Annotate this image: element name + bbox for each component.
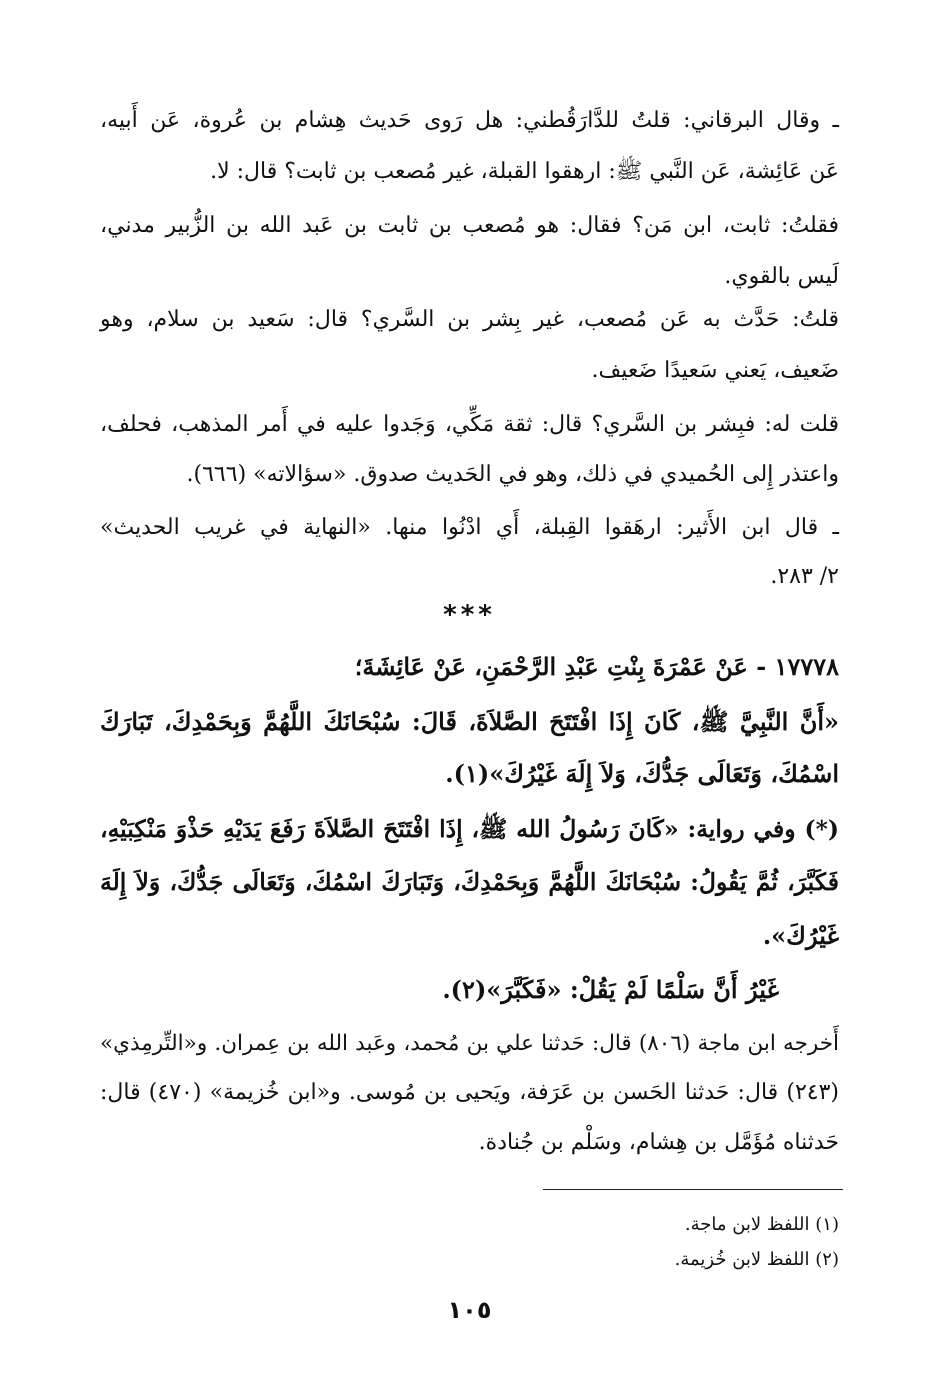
text-line: ٢/ ٢٨٣. — [770, 564, 839, 589]
text-line: ـ وقال البرقاني: قلتُ للدَّارَقُطني: هل رَوى حَديث هِشام بن عُروة، عَن أَبيه، — [100, 108, 839, 133]
hadith-line: «أَنَّ النَّبِيَّ ﷺ، كَانَ إِذَا افْتَتَحَ الصَّلاَةَ، قَالَ: سُبْحَانَكَ اللَّهُمَّ وَبِحَمْدِكَ، تَبَارَكَ — [100, 707, 839, 736]
page-number: ١٠٥ — [447, 1296, 492, 1324]
hadith-line: فَكَبَّرَ، ثُمَّ يَقُولُ: سُبْحَانَكَ اللَّهُمَّ وَبِحَمْدِكَ، وَتَبَارَكَ اسْمُكَ، وَتَعَالَى جَدُّكَ، وَلاَ إِلَهَ — [100, 868, 839, 896]
footnote: (١) اللفظ لابن ماجة. — [684, 1214, 839, 1235]
footnote: (٢) اللفظ لابن خُزيمة. — [674, 1249, 839, 1270]
text-line: ـ قال ابن الأَثير: ارهَقوا القِبلة، أَي ادْنُوا منها. «النهاية في غريب الحديث» — [100, 515, 839, 540]
takhrij-line: حَدثناه مُؤَمَّل بن هِشام، وسَلْم بن جُنادة. — [478, 1130, 839, 1155]
text-line: ضَعيف، يَعني سَعيدًا ضَعيف. — [591, 358, 839, 383]
takhrij-line: (٢٤٣) قال: حَدثنا الحَسن بن عَرَفة، ويَحيى بن مُوسى. و«ابن خُزيمة» (٤٧٠) قال: — [100, 1080, 839, 1105]
hadith-heading: ١٧٧٧٨ - عَنْ عَمْرَةَ بِنْتِ عَبْدِ الرَّحْمَنِ، عَنْ عَائِشَةَ؛ — [354, 652, 839, 681]
hadith-line: اسْمُكَ، وَتَعَالَى جَدُّكَ، وَلاَ إِلَهَ غَيْرُكَ»(١). — [445, 759, 839, 788]
hadith-line: غَيْرُ أَنَّ سَلْمًا لَمْ يَقُلْ: «فَكَبَّرَ»(٢). — [442, 975, 779, 1004]
section-separator: *** — [443, 600, 496, 630]
text-line: لَيس بالقوي. — [724, 264, 839, 289]
takhrij-line: أَخرجه ابن ماجة (٨٠٦) قال: حَدثنا علي بن مُحمد، وعَبد الله بن عِمران. و«التِّرمِذي» — [100, 1031, 839, 1056]
text-line: قلت له: فبِشر بن السَّري؟ قال: ثقة مَكِّي، وَجَدوا عليه في أَمر المذهب، فحلف، — [100, 412, 839, 437]
hadith-line: غَيْرُكَ». — [762, 921, 839, 950]
text-line: واعتذر إِلى الحُميدي في ذلك، وهو في الحَديث صدوق. «سؤالاته» (٦٦٦). — [186, 462, 839, 487]
footnote-divider — [543, 1189, 843, 1190]
text-line: عَن عَائِشة، عَن النَّبي ﷺ: ارهقوا القبلة، غير مُصعب بن ثابت؟ قال: لا. — [210, 159, 839, 184]
hadith-line: (*) وفي رواية: «كَانَ رَسُولُ الله ﷺ، إِذَا افْتَتَحَ الصَّلاَةَ رَفَعَ يَدَيْهِ حَذْوَ مَنْكِبَيْهِ، — [100, 815, 839, 843]
text-line: قلتُ: حَدَّث به عَن مُصعب، غير بِشر بن السَّري؟ قال: سَعيد بن سلام، وهو — [100, 307, 839, 332]
text-line: فقلتُ: ثابت، ابن مَن؟ فقال: هو مُصعب بن ثابت بن عَبد الله بن الزُّبير مدني، — [100, 213, 839, 238]
